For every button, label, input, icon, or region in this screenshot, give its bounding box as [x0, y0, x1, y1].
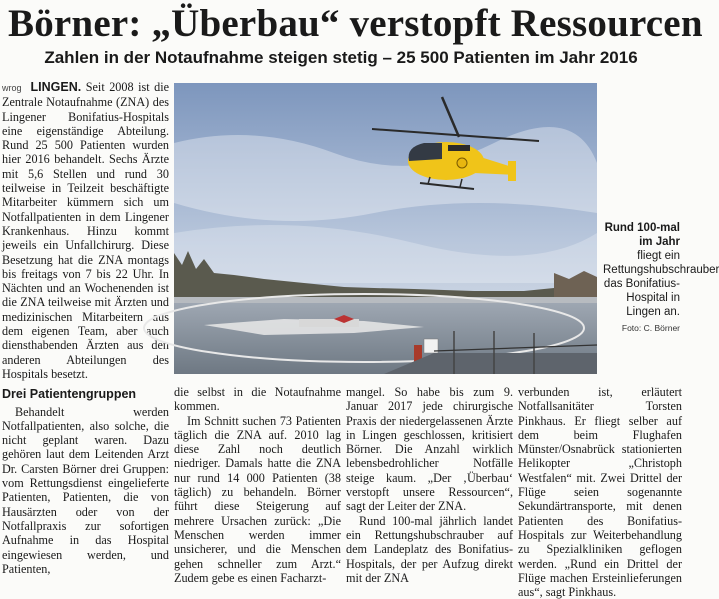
- headline: Börner: „Überbau“ verstopft Ressourcen: [8, 2, 703, 45]
- section-heading: Drei Patientengruppen: [2, 387, 137, 402]
- paragraph: mangel. So habe bis zum 9. Januar 2017 jede chirurgische Praxis der niedergelassenen Ärzte in Lingen geschlossen, kritisiert Börner. Die Anzahl wirklich lebensbedrohlicher Notfälle steige kaum. „Der ‚Überbau‘ verstopft unsere Ressourcen“, sagt der Leiter der ZNA.: [346, 385, 513, 514]
- paragraph: die selbst in die Notaufnahme kommen.: [174, 385, 341, 414]
- paragraph: verbunden ist, erläutert Notfallsanitäter Torsten Pinkhaus. Er fliegt selber auf dem beim Flughafen Münster/Osnabrück stationierten Helikopter „Christoph Westfalen“ mit. Zwei Drittel der Flüge seien sogenannte Sekundärtransporte, mit denen Patienten des Bonifatius-Hospitals zur Weiterbehandlung zu Spezialkliniken geflogen werden. „Rund ein Drittel der Flüge machen Ersteinlieferungen aus“, sagt Pinkhaus.: [518, 385, 682, 599]
- caption-title: Rund 100-mal im Jahr: [604, 222, 680, 248]
- author-tag: wrog: [2, 83, 22, 93]
- article-column-3: [346, 385, 513, 585]
- article-column-4: [518, 385, 682, 599]
- photo-caption: [603, 221, 719, 335]
- dateline: LINGEN.: [30, 80, 82, 94]
- article-column-2: [174, 385, 341, 585]
- paragraph: Im Schnitt suchen 73 Patienten täglich die ZNA auf. 2010 lag diese Zahl noch deutlich niedriger. Damals hatte die ZNA nur rund 14 000 Patienten (38 täglich) zu behandeln. Börner führt diese Steigerung auf mehrere Ursachen zurück: „Die Menschen werden immer unsicherer, und die Menschen gehen schneller zum Arzt.“ Zudem gebe es einen Facharzt-: [174, 413, 341, 585]
- paragraph: Rund 100-mal jährlich landet ein Rettungshubschrauber auf dem Landeplatz des Bonifatius-Hospitals, der per Aufzug direkt mit der ZNA: [346, 513, 513, 585]
- subheadline: Zahlen in der Notaufnahme steigen stetig – 25 500 Patienten im Jahr 2016: [44, 48, 638, 67]
- helicopter-photo: [174, 83, 597, 374]
- lead-text: Seit 2008 ist die Zentrale Notaufnahme (ZNA) des Lingener Bonifatius-Hospitals eine eigenständige Abteilung. Rund 25 500 Patienten wurden hier 2016 behandelt. Sechs Ärzte mit 5,6 Stellen und rund 30 teilweise in Teilzeit beschäftigte Mitarbeiter kümmern sich um Notfallpatienten in dem Lingener Krankenhaus. Hinzu kommt jeweils ein Unfallchirurg. Diese Besetzung hat die ZNA montags bis freitags von 7 bis 22 Uhr. In Nächten und an Wochenenden ist die ZNA teilweise mit Ärzten und medizinischen Mitarbeitern aus dem eigenen Team, aber auch diensthabenden Ärzten aus den anderen Abteilungen des Hospitals besetzt.: [2, 80, 169, 381]
- helicopter-icon: [174, 83, 597, 374]
- paragraph: Behandelt werden Notfallpatienten, also solche, die nicht geplant waren. Dazu gehören laut dem Leitenden Arzt Dr. Carsten Börner drei Gruppen: vom Rettungsdienst eingelieferte Patienten, Patienten, die von Hausärzten oder von der Notfallpraxis zur sofortigen Aufnahme in das Hospital eingewiesen werden, und Patienten,: [2, 404, 169, 576]
- photo-credit: Foto: C. Börner: [621, 323, 680, 333]
- caption-text: fliegt ein Rettungshubschrauber das Bonifatius-Hospital in Lingen an.: [603, 250, 719, 318]
- lead-paragraph: [2, 80, 169, 381]
